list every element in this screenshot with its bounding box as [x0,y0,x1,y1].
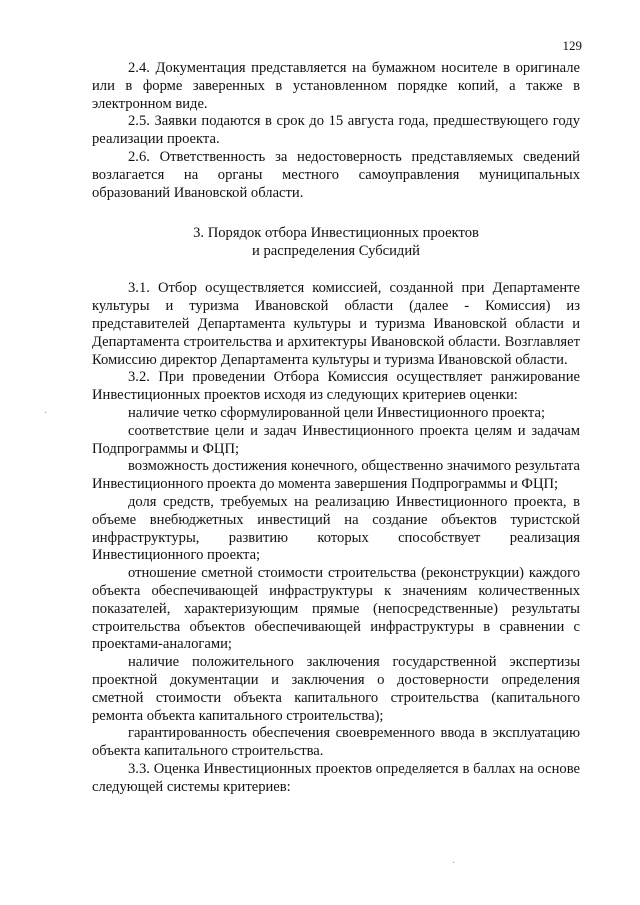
criterion-item: наличие положительного заключения государственной экспертизы проектной документации и заключения о достоверности определения сметной стоимости объекта капитального строительства (капитального ремонта объекта капитального строительства); [92,654,580,724]
paragraph-2-5: 2.5. Заявки подаются в срок до 15 августа года, предшествующего году реализации проекта. [92,113,580,148]
scan-speck: · [44,408,48,419]
criterion-item: доля средств, требуемых на реализацию Инвестиционного проекта, в объеме внебюджетных инвестиций на создание объектов туристской инфраструктуры, развитию которых способствует реализация Инвестиционного проекта; [92,493,580,564]
criterion-item: возможность достижения конечного, общественно значимого результата Инвестиционного проекта до момента завершения Подпрограммы и ФЦП; [92,458,580,493]
scan-speck: · [452,858,456,869]
page-number: 129 [562,38,582,53]
paragraph-3-1: 3.1. Отбор осуществляется комиссией, созданной при Департаменте культуры и туризма Ивановской области (далее - Комиссия) из представителей Департамента культуры и туризма Ивановской области и Департамента строительства и архитектуры Ивановской области. Возглавляет Комиссию директор Департамента культуры и туризма Ивановской области. [92,280,580,368]
document-body [92,60,580,796]
criterion-item: гарантированность обеспечения своевременного ввода в эксплуатацию объекта капитального строительства. [92,725,580,760]
criterion-item: отношение сметной стоимости строительства (реконструкции) каждого объекта обеспечивающей инфраструктуры к значениям количественных показателей, характеризующим прямые (непосредственные) результаты строительства объектов обеспечивающей инфраструктуры в сравнении с проектами-аналогами; [92,565,580,653]
section-3-title-line-2: и распределения Субсидий [252,243,420,260]
criterion-item: соответствие цели и задач Инвестиционного проекта целям и задачам Подпрограммы и ФЦП; [92,422,580,457]
paragraph-3-2: 3.2. При проведении Отбора Комиссия осуществляет ранжирование Инвестиционных проектов исходя из следующих критериев оценки: [92,369,580,404]
paragraph-2-4: 2.4. Документация представляется на бумажном носителе в оригинале или в форме заверенных в установленном порядке копий, а также в электронном виде. [92,60,580,112]
paragraph-2-6: 2.6. Ответственность за недостоверность представляемых сведений возлагается на органы местного самоуправления муниципальных образований Ивановской области. [92,148,580,201]
criterion-item: наличие четко сформулированной цели Инвестиционного проекта; [128,404,546,421]
section-3-heading [92,224,580,260]
section-3-title-line-1: 3. Порядок отбора Инвестиционных проектов [193,225,479,242]
paragraph-3-3: 3.3. Оценка Инвестиционных проектов определяется в баллах на основе следующей системы критериев: [92,760,580,795]
